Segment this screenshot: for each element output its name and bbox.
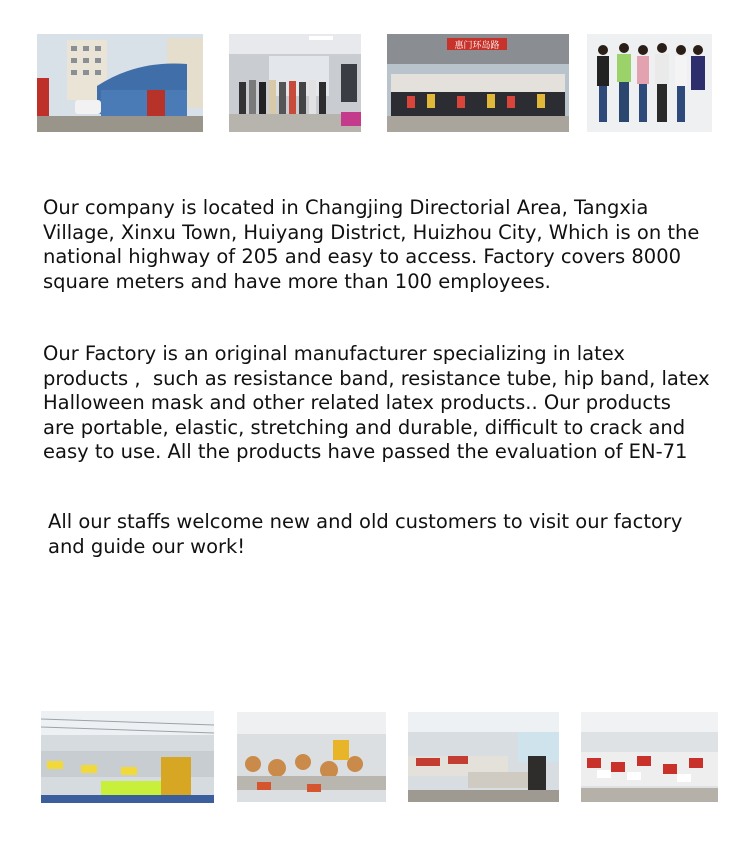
workshop-yellow-photo [41,711,214,803]
paragraph-welcome: All our staffs welcome new and old customers to visit our factory and guide our work! [48,510,683,558]
paragraph-products: Our Factory is an original manufacturer specializing in latex products , such as resistance band, resistance tube, hip band, latex Halloween mask and other related latex products.. Our products are portable, elastic, stretching and durable, difficult to crack and easy to use. All the products have passed the evaluation of EN-71 [43,342,710,463]
building-sign: 惠门环岛路 [454,41,500,51]
paragraph-location: Our company is located in Changjing Directorial Area, Tangxia Village, Xinxu Town, Huiyang District, Huizhou City, Which is on the national highway of 205 and easy to access. Factory covers 8000 square meters and have more than 100 employees. [43,196,700,293]
workshop-packing-photo [408,712,559,802]
staff-group-photo [387,34,569,132]
workshop-red-masks-photo [581,712,718,802]
factory-building-photo [37,34,203,132]
team-women-photo [587,34,712,132]
workshop-masks-photo [237,712,386,802]
office-team-photo [229,34,361,132]
